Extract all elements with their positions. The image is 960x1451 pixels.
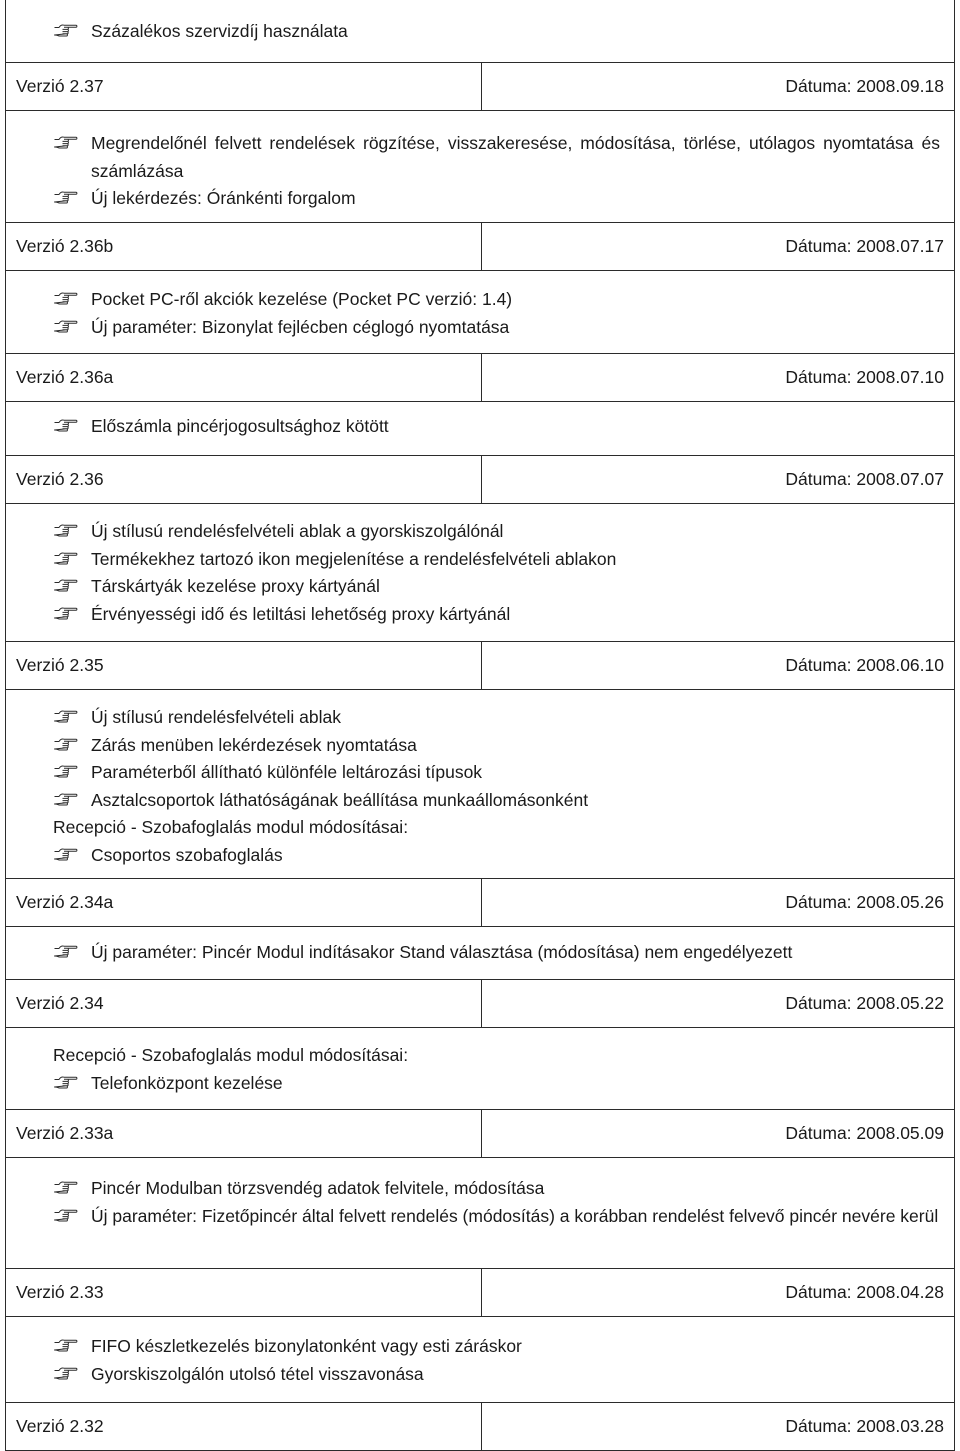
change-item bbox=[53, 1333, 940, 1361]
change-item-text: Gyorskiszolgálón utolsó tétel visszavonása bbox=[91, 1363, 424, 1384]
changes-list bbox=[5, 1158, 955, 1269]
pointing-hand-icon bbox=[53, 191, 78, 205]
pointing-hand-icon bbox=[53, 607, 78, 621]
version-date: Dátuma: 2008.05.09 bbox=[785, 1123, 944, 1143]
section-label: Recepció - Szobafoglalás modul módosításai: bbox=[53, 1045, 409, 1065]
pointing-hand-icon bbox=[53, 793, 78, 807]
changes-list bbox=[5, 927, 955, 980]
change-item bbox=[53, 413, 940, 441]
version-date: Dátuma: 2008.09.18 bbox=[785, 76, 944, 96]
version-date: Dátuma: 2008.04.28 bbox=[785, 1282, 944, 1302]
change-item bbox=[53, 787, 940, 815]
change-item-text: Új paraméter: Fizetőpincér által felvett rendelés (módosítás) a korábban rendelést felvevő pincér nevére kerül bbox=[91, 1205, 939, 1226]
version-number: Verzió 2.35 bbox=[6, 642, 482, 689]
change-item bbox=[53, 601, 940, 629]
change-item bbox=[53, 732, 940, 760]
change-item bbox=[53, 1203, 940, 1231]
version-number: Verzió 2.36a bbox=[6, 354, 482, 401]
pointing-hand-icon bbox=[53, 848, 78, 862]
pointing-hand-icon bbox=[53, 136, 78, 150]
change-item-text: Asztalcsoportok láthatóságának beállítása munkaállomásonként bbox=[91, 789, 589, 810]
changes-list bbox=[5, 690, 955, 879]
change-item bbox=[53, 546, 940, 574]
pointing-hand-icon bbox=[53, 524, 78, 538]
version-number: Verzió 2.33 bbox=[6, 1269, 482, 1316]
version-header-row bbox=[5, 1110, 955, 1158]
version-header-row bbox=[5, 354, 955, 402]
version-number: Verzió 2.34a bbox=[6, 879, 482, 926]
change-item bbox=[53, 759, 940, 787]
change-item-text: FIFO készletkezelés bizonylatonként vagy esti záráskor bbox=[91, 1336, 522, 1356]
change-item-text: Társkártyák kezelése proxy kártyánál bbox=[91, 576, 380, 596]
change-item-text: Pincér Modulban törzsvendég adatok felvitele, módosítása bbox=[91, 1178, 545, 1198]
change-item bbox=[53, 704, 940, 732]
version-header-row bbox=[5, 642, 955, 690]
version-header-row bbox=[5, 456, 955, 504]
version-header-row bbox=[5, 223, 955, 271]
version-date: Dátuma: 2008.06.10 bbox=[785, 655, 944, 675]
version-date: Dátuma: 2008.07.17 bbox=[785, 236, 944, 256]
pointing-hand-icon bbox=[53, 292, 78, 306]
change-item-text: Előszámla pincérjogosultsághoz kötött bbox=[91, 416, 389, 436]
version-header-row bbox=[5, 1269, 955, 1317]
version-date: Dátuma: 2008.07.10 bbox=[785, 367, 944, 387]
pointing-hand-icon bbox=[53, 24, 78, 38]
changes-list bbox=[5, 1317, 955, 1403]
change-item-text: Százalékos szervizdíj használata bbox=[91, 21, 348, 41]
section-label: Recepció - Szobafoglalás modul módosításai: bbox=[53, 817, 409, 837]
changes-list bbox=[5, 111, 955, 223]
pointing-hand-icon bbox=[53, 738, 78, 752]
pointing-hand-icon bbox=[53, 1339, 78, 1353]
version-number: Verzió 2.32 bbox=[6, 1403, 482, 1450]
change-item-text: Megrendelőnél felvett rendelések rögzítése, visszakeresése, módosítása, törlése, utólagos nyomtatása és számlázása bbox=[91, 133, 940, 181]
pointing-hand-icon bbox=[53, 765, 78, 779]
change-item bbox=[53, 842, 940, 870]
change-item bbox=[53, 1070, 940, 1098]
change-item bbox=[53, 314, 940, 342]
changes-list bbox=[5, 402, 955, 456]
version-header-row bbox=[5, 879, 955, 927]
pointing-hand-icon bbox=[53, 1076, 78, 1090]
version-date: Dátuma: 2008.03.28 bbox=[785, 1416, 944, 1436]
change-item-text: Új paraméter: Bizonylat fejlécben céglogó nyomtatása bbox=[91, 316, 510, 337]
change-item bbox=[53, 1175, 940, 1203]
change-item-text: Zárás menüben lekérdezések nyomtatása bbox=[91, 734, 417, 755]
version-number: Verzió 2.34 bbox=[6, 980, 482, 1027]
change-item-text: Paraméterből állítható különféle leltározási típusok bbox=[91, 762, 483, 782]
pointing-hand-icon bbox=[53, 1367, 78, 1381]
changelog-table bbox=[5, 0, 955, 1451]
change-item bbox=[53, 939, 940, 967]
change-item-text: Új paraméter: Pincér Modul indításakor Stand választása (módosítása) nem engedélyezett bbox=[91, 942, 793, 962]
change-item-text: Csoportos szobafoglalás bbox=[91, 844, 283, 865]
version-header-row bbox=[5, 63, 955, 111]
version-number: Verzió 2.37 bbox=[6, 63, 482, 110]
version-header-row bbox=[5, 980, 955, 1028]
version-number: Verzió 2.33a bbox=[6, 1110, 482, 1157]
changes-list bbox=[5, 1028, 955, 1110]
changes-list bbox=[5, 271, 955, 354]
change-item-text: Termékekhez tartozó ikon megjelenítése a rendelésfelvételi ablakon bbox=[91, 548, 617, 569]
pointing-hand-icon bbox=[53, 1209, 78, 1223]
pointing-hand-icon bbox=[53, 552, 78, 566]
change-item-text: Új stílusú rendelésfelvételi ablak bbox=[91, 707, 341, 727]
change-item-text: Érvényességi idő és letiltási lehetőség proxy kártyánál bbox=[91, 603, 511, 624]
version-date: Dátuma: 2008.05.22 bbox=[785, 993, 944, 1013]
version-date: Dátuma: 2008.07.07 bbox=[785, 469, 944, 489]
pointing-hand-icon bbox=[53, 945, 78, 959]
change-item bbox=[53, 18, 940, 46]
pointing-hand-icon bbox=[53, 320, 78, 334]
change-item-text: Pocket PC-ről akciók kezelése (Pocket PC verzió: 1.4) bbox=[91, 289, 513, 309]
pointing-hand-icon bbox=[53, 710, 78, 724]
change-item-text: Új lekérdezés: Óránkénti forgalom bbox=[91, 188, 356, 208]
version-number: Verzió 2.36 bbox=[6, 456, 482, 503]
change-item bbox=[53, 130, 940, 185]
change-item bbox=[53, 185, 940, 213]
version-header-row bbox=[5, 1403, 955, 1451]
change-item bbox=[53, 286, 940, 314]
pointing-hand-icon bbox=[53, 579, 78, 593]
change-item bbox=[53, 573, 940, 601]
version-date: Dátuma: 2008.05.26 bbox=[785, 892, 944, 912]
change-item bbox=[53, 518, 940, 546]
change-item-text: Új stílusú rendelésfelvételi ablak a gyorskiszolgálónál bbox=[91, 521, 504, 541]
pointing-hand-icon bbox=[53, 419, 78, 433]
changes-list bbox=[5, 504, 955, 642]
change-item-text: Telefonközpont kezelése bbox=[91, 1072, 283, 1093]
changes-list bbox=[5, 0, 955, 63]
change-item bbox=[53, 1361, 940, 1389]
version-number: Verzió 2.36b bbox=[6, 223, 482, 270]
pointing-hand-icon bbox=[53, 1181, 78, 1195]
